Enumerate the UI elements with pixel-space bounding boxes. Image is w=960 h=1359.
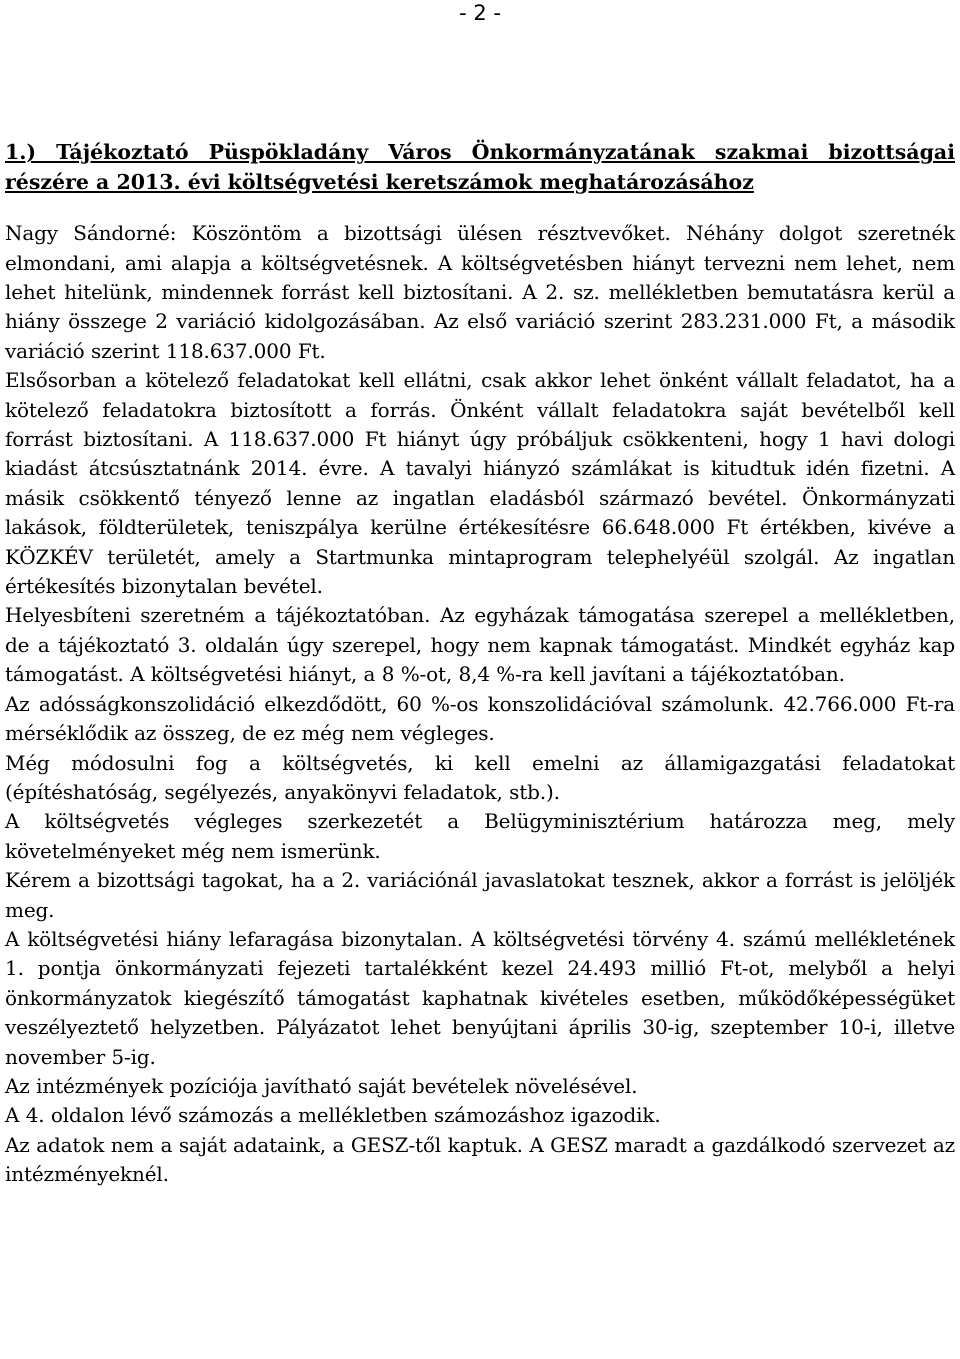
paragraph: A 4. oldalon lévő számozás a mellékletben számozáshoz igazodik. xyxy=(5,1103,661,1128)
paragraph: Még módosulni fog a költségvetés, ki kell emelni az államigazgatási feladatokat (építéshatóság, segélyezés, anyakönyvi feladatok, stb.). xyxy=(5,750,955,804)
agenda-item-heading: 1.) Tájékoztató Püspökladány Város Önkormányzatának szakmai bizottságai részére a 2013. évi költségvetési keretszámok meghatározásához xyxy=(5,140,955,194)
paragraph: Az intézmények pozíciója javítható saját bevételek növelésével. xyxy=(5,1073,638,1098)
document-page xyxy=(5,0,955,1190)
paragraph: Az adósságkonszolidáció elkezdődött, 60 %-os konszolidációval számolunk. 42.766.000 Ft-ra mérséklődik az összeg, de ez még nem végleges. xyxy=(5,691,955,746)
body-text xyxy=(5,219,955,1189)
page-number: - 2 - xyxy=(459,1,501,25)
paragraph: Kérem a bizottsági tagokat, ha a 2. variációnál javaslatokat tesznek, akkor a forrást is jelöljék meg. xyxy=(5,868,955,922)
paragraph: Helyesbíteni szeretném a tájékoztatóban. Az egyházak támogatása szerepel a mellékletben, de a tájékoztató 3. oldalán úgy szerepel, hogy nem kapnak támogatást. Mindkét egyház kap támogatást. A költségvetési hiányt, a 8 %-ot, 8,4 %-ra kell javítani a tájékoztatóban. xyxy=(5,603,955,687)
paragraph: A költségvetés végleges szerkezetét a Belügyminisztérium határozza meg, mely követelményeket még nem ismerünk. xyxy=(5,809,955,863)
paragraph: Elsősorban a kötelező feladatokat kell ellátni, csak akkor lehet önként vállalt feladatot, ha a kötelező feladatokra biztosított a forrás. Önként vállalt feladatokra saját bevételből kell forrást biztosítani. A 118.637.000 Ft hiányt úgy próbáljuk csökkenteni, hogy 1 havi dologi kiadást átcsúsztatnánk 2014. évre. A tavalyi hiányzó számlákat is kitudtuk idén fizetni. A másik csökkentő tényező lenne az ingatlan eladásból származó bevétel. Önkormányzati lakások, földterületek, teniszpálya kerülne értékesítésre 66.648.000 Ft értékben, kivéve a KÖZKÉV területét, amely a Startmunka mintaprogram telephelyéül szolgál. Az ingatlan értékesítés bizonytalan bevétel. xyxy=(5,368,955,599)
paragraph: Nagy Sándorné: Köszöntöm a bizottsági ülésen résztvevőket. Néhány dolgot szeretnék elmondani, ami alapja a költségvetésnek. A költségvetésben hiányt tervezni nem lehet, nem lehet hitelünk, mindennek forrást kell biztosítani. A 2. sz. mellékletben bemutatásra kerül a hiány összege 2 variáció kidolgozásában. Az első variáció szerint 283.231.000 Ft, a második variáció szerint 118.637.000 Ft. xyxy=(5,221,955,363)
paragraph: Az adatok nem a saját adataink, a GESZ-től kaptuk. A GESZ maradt a gazdálkodó szervezet az intézményeknél. xyxy=(5,1132,955,1187)
paragraph: A költségvetési hiány lefaragása bizonytalan. A költségvetési törvény 4. számú mellékletének 1. pontja önkormányzati fejezeti tartalékként kezel 24.493 millió Ft-ot, melyből a helyi önkormányzatok kiegészítő támogatást kaphatnak kivételes esetben, működőképességüket veszélyeztető helyzetben. Pályázatot lehet benyújtani április 30-ig, szeptember 10-i, illetve november 5-ig. xyxy=(5,926,955,1069)
